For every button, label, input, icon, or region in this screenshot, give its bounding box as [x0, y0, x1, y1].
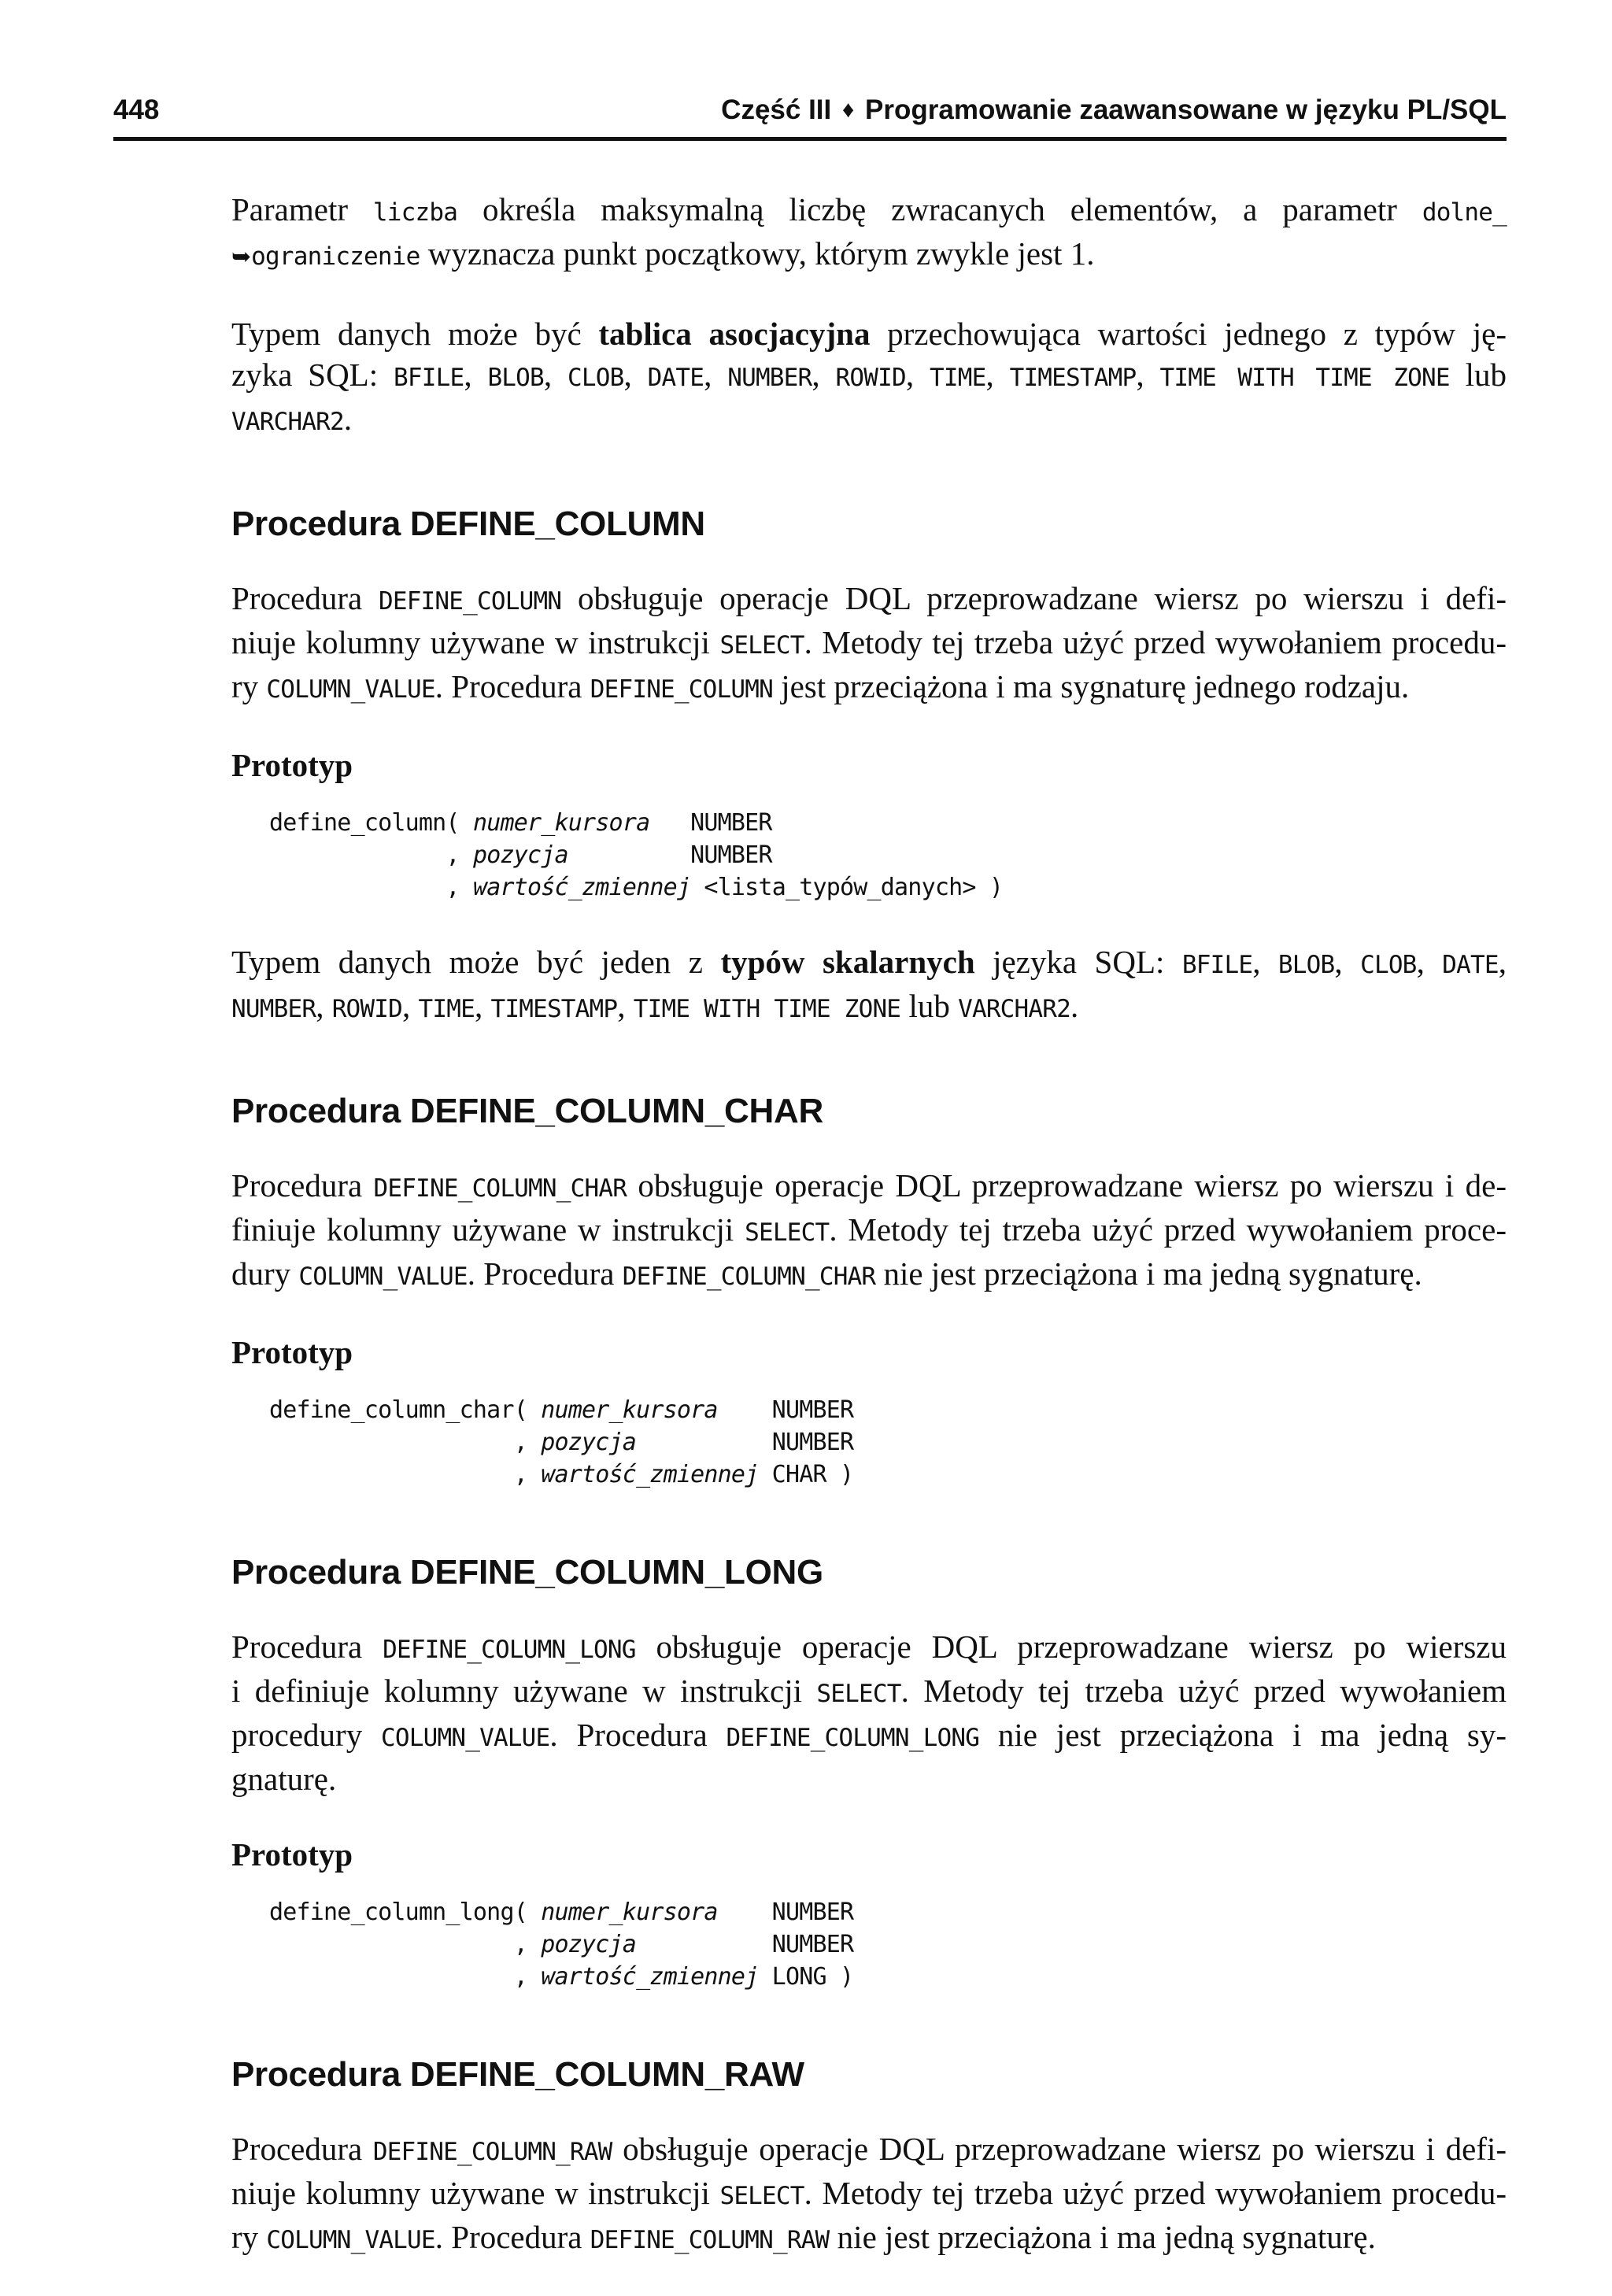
page-number: 448	[113, 94, 160, 125]
paragraph-define-column-long	[231, 1626, 1507, 1799]
text-line: niuje kolumny używane w instrukcji SELECT. Metody tej trzeba użyć przed wywołaniem procedu-	[231, 2175, 1507, 2211]
text-line: Typem danych może być jeden z typów skalarnych języka SQL: BFILE, BLOB, CLOB, DATE,	[231, 944, 1507, 980]
text-line: ry COLUMN_VALUE. Procedura DEFINE_COLUMN_RAW nie jest przeciążona i ma jedną sygnaturę.	[231, 2219, 1376, 2255]
text-line: NUMBER, ROWID, TIME, TIMESTAMP, TIME WITH TIME ZONE lub VARCHAR2.	[231, 988, 1079, 1024]
diamond-separator-icon: ♦	[841, 97, 855, 123]
page-body	[231, 189, 1507, 2296]
section-heading-define-column: Procedura DEFINE_COLUMN	[231, 505, 705, 543]
part-label: Część III	[721, 94, 832, 125]
prototype-heading: Prototyp	[231, 1334, 353, 1370]
text-line: dury COLUMN_VALUE. Procedura DEFINE_COLUMN_CHAR nie jest przeciążona i ma jedną sygnaturę.	[231, 1255, 1422, 1292]
code-block-define-column-long: define_column_long( numer_kursora NUMBER , pozycja NUMBER , wartość_zmiennej LONG )	[269, 1899, 854, 1991]
paragraph-associative-array	[231, 313, 1507, 442]
prototype-heading: Prototyp	[231, 747, 353, 783]
paragraph-liczba	[231, 189, 1507, 278]
code-inline: liczba	[372, 198, 458, 227]
paragraph-define-column-char	[231, 1165, 1507, 1297]
text-line: zyka SQL: BFILE, BLOB, CLOB, DATE, NUMBER, ROWID, TIME, TIMESTAMP, TIME WITH TIME ZONE lub	[231, 357, 1507, 393]
code-inline: ograniczenie	[251, 242, 420, 271]
paragraph-define-column-raw	[231, 2128, 1507, 2261]
text-line: i definiuje kolumny używane w instrukcji SELECT. Metody tej trzeba użyć przed wywołaniem	[231, 1673, 1507, 1709]
running-header	[113, 93, 1507, 141]
text-line: Procedura DEFINE_COLUMN_CHAR obsługuje operacje DQL przeprowadzane wiersz po wierszu i de-	[231, 1167, 1507, 1203]
bold-term: tablica asocjacyjna	[598, 316, 871, 352]
text-line: procedury COLUMN_VALUE. Procedura DEFINE_COLUMN_LONG nie jest przeciążona i ma jedną sy-	[231, 1717, 1507, 1753]
text-line: ➥ograniczenie wyznacza punkt początkowy, którym zwykle jest 1.	[231, 235, 1095, 272]
bold-term: typów skalarnych	[720, 944, 975, 980]
text-line: Procedura DEFINE_COLUMN_RAW obsługuje operacje DQL przeprowadzane wiersz po wierszu i defi-	[231, 2131, 1507, 2167]
text-line: VARCHAR2.	[231, 401, 353, 437]
text-line: ry COLUMN_VALUE. Procedura DEFINE_COLUMN jest przeciążona i ma sygnaturę jednego rodzaju.	[231, 668, 1410, 704]
section-heading-define-column-char: Procedura DEFINE_COLUMN_CHAR	[231, 1092, 823, 1130]
text-line: Procedura DEFINE_COLUMN obsługuje operacje DQL przeprowadzane wiersz po wierszu i defi-	[231, 580, 1507, 616]
text-line: gnaturę.	[231, 1761, 337, 1797]
text-line: Procedura DEFINE_COLUMN_LONG obsługuje operacje DQL przeprowadzane wiersz po wierszu	[231, 1629, 1507, 1665]
code-inline: dolne_	[1422, 198, 1507, 227]
line-wrap-arrow-icon: ➥	[231, 243, 252, 271]
text-line: niuje kolumny używane w instrukcji SELECT. Metody tej trzeba użyć przed wywołaniem procedu-	[231, 624, 1507, 660]
text-line: finiuje kolumny używane w instrukcji SELECT. Metody tej trzeba użyć przed wywołaniem proce-	[231, 1211, 1507, 1248]
paragraph-define-column	[231, 578, 1507, 710]
text-line: Typem danych może być tablica asocjacyjna przechowująca wartości jednego z typów ję-	[231, 316, 1507, 352]
prototype-heading: Prototyp	[231, 1836, 353, 1873]
code-block-define-column: define_column( numer_kursora NUMBER , pozycja NUMBER , wartość_zmiennej <lista_typów_danych> )	[269, 809, 1004, 901]
chapter-title: Programowanie zaawansowane w języku PL/SQL	[865, 94, 1507, 125]
text-line: Parametr liczba określa maksymalną liczbę zwracanych elementów, a parametr dolne_	[231, 191, 1507, 227]
section-heading-define-column-long: Procedura DEFINE_COLUMN_LONG	[231, 1553, 823, 1592]
section-heading-define-column-raw: Procedura DEFINE_COLUMN_RAW	[231, 2055, 804, 2094]
code-block-define-column-char: define_column_char( numer_kursora NUMBER , pozycja NUMBER , wartość_zmiennej CHAR )	[269, 1396, 854, 1488]
running-title	[721, 94, 1507, 126]
paragraph-scalar-types	[231, 941, 1507, 1030]
